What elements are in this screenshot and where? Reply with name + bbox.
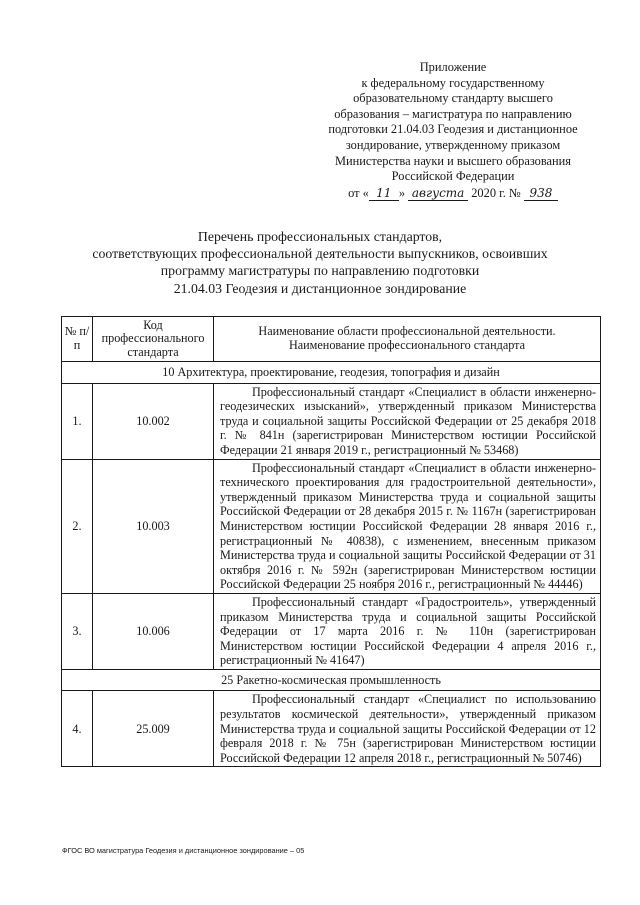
appendix-line: Российской Федерации bbox=[391, 169, 515, 184]
title-line: программу магистратуры по направлению подготовки bbox=[160, 263, 480, 279]
order-date-line bbox=[312, 186, 594, 202]
row-no: 1. bbox=[62, 383, 93, 459]
row-no: 4. bbox=[62, 691, 93, 767]
appendix-line: к федеральному государственному bbox=[361, 75, 545, 90]
row-description: Профессиональный стандарт «Специалист в области инженерно-геодезических изысканий», утвержденный приказом Министерства труда и социальной защиты Российской Федерации от 25 декабря 2018 г. № 841н (зарегистрирован Министерством юстиции Российской Федерации 21 января 2019 г., регистрационный № 53468) bbox=[214, 383, 601, 459]
header-name: Наименование области профессиональной деятельности. Наименование профессионального стандарта bbox=[214, 317, 601, 362]
section-row bbox=[62, 669, 601, 691]
section-title: 25 Ракетно-космическая промышленность bbox=[62, 669, 601, 691]
appendix-line: зондирование, утвержденному приказом bbox=[345, 137, 561, 152]
row-no: 2. bbox=[62, 459, 93, 593]
header-code: Код профессионального стандарта bbox=[93, 317, 214, 362]
row-description: Профессиональный стандарт «Градостроитель», утвержденный приказом Министерства труда и социальной защиты Российской Федерации от 17 марта 2016 г. № 110н (зарегистрирован Министерством юстиции Российской Федерации 4 апреля 2016 г., регистрационный № 41647) bbox=[214, 593, 601, 669]
row-code: 10.002 bbox=[93, 383, 214, 459]
row-code: 25.009 bbox=[93, 691, 214, 767]
row-code: 10.006 bbox=[93, 593, 214, 669]
row-code: 10.003 bbox=[93, 459, 214, 593]
section-title: 10 Архитектура, проектирование, геодезия, топография и дизайн bbox=[62, 362, 601, 384]
row-description: Профессиональный стандарт «Специалист в области инженерно-технического проектирования для градостроительной деятельности», утвержденный приказом Министерства труда и социальной защиты Российской Федерации от 28 декабря 2015 г. № 1167н (зарегистрирован Министерством юстиции Российской Федерации 28 января 2016 г., регистрационный № 40838), с изменением, внесенным приказом Министерства труда и социальной защиты Российской Федерации от 31 октября 2016 г. № 592н (зарегистрирован Министерством юстиции Российской Федерации 25 ноября 2016 г., регистрационный № 44446) bbox=[214, 459, 601, 593]
table-row bbox=[62, 383, 601, 459]
date-prefix: от « bbox=[348, 185, 369, 200]
date-quote: » bbox=[398, 185, 406, 200]
appendix-line: Министерства науки и высшего образования bbox=[334, 153, 572, 168]
appendix-line: образования – магистратура по направлению bbox=[334, 106, 572, 121]
handwritten-day: 11 bbox=[369, 187, 399, 201]
title-line: 21.04.03 Геодезия и дистанционное зондирование bbox=[173, 280, 467, 296]
standards-table bbox=[61, 316, 601, 767]
section-row bbox=[62, 362, 601, 384]
appendix-line: Приложение bbox=[419, 60, 487, 74]
row-description: Профессиональный стандарт «Специалист по использованию результатов космической деятельности», утвержденный приказом Министерства труда и социальной защиты Российской Федерации от 12 февраля 2018 г. № 75н (зарегистрирован Министерством юстиции Российской Федерации 12 апреля 2018 г., регистрационный № 50746) bbox=[214, 691, 601, 767]
document-title bbox=[40, 228, 600, 297]
handwritten-order-number: 938 bbox=[524, 187, 558, 201]
table-header-row bbox=[62, 317, 601, 362]
table-row bbox=[62, 691, 601, 767]
handwritten-month: августа bbox=[408, 187, 468, 201]
title-line: Перечень профессиональных стандартов, bbox=[197, 229, 443, 244]
table-row bbox=[62, 459, 601, 593]
row-no: 3. bbox=[62, 593, 93, 669]
header-no: № п/п bbox=[62, 317, 93, 362]
table-row bbox=[62, 593, 601, 669]
date-year: 2020 г. № bbox=[471, 185, 521, 200]
appendix-line: подготовки 21.04.03 Геодезия и дистанционное bbox=[328, 122, 578, 137]
page-footer: ФГОС ВО магистратура Геодезия и дистанционное зондирование – 05 bbox=[62, 846, 305, 855]
appendix-block bbox=[312, 60, 594, 201]
appendix-line: образовательному стандарту высшего bbox=[353, 91, 553, 106]
title-line: соответствующих профессиональной деятельности выпускников, освоивших bbox=[92, 246, 548, 262]
